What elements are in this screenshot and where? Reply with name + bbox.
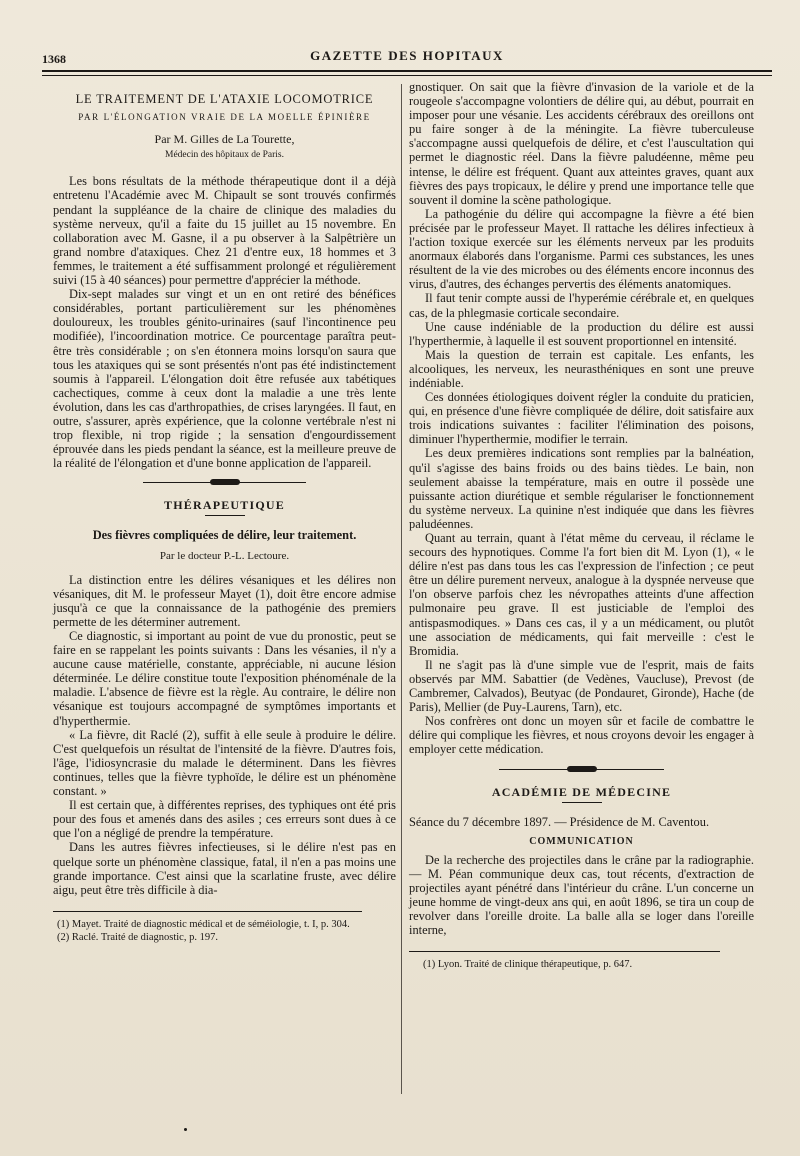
paragraph: Quant au terrain, quant à l'état même du cerveau, il réclame le secours des hypnotiques. Comme l'a fort bien dit M. Lyon (1), « le délire n'est pas dans tous les cas l'expression de l'infection ; ce peut être un délire purement nerveux, analogue à la dyspnée nerveuse que l'on observe parfois chez les névropathes atteints d'une affection pulmonaire peu grave. Il est justiciable de l'emploi des antispasmodiques. » Dans ces cas, il y a un médicament, ou plutôt une association de médicaments, qui fait merveille : c'est le Bromidia. <box>409 531 754 658</box>
section-ornament <box>53 478 396 488</box>
paragraph: Il faut tenir compte aussi de l'hyperémie cérébrale et, en quelques cas, de la phlegmasie corticale secondaire. <box>409 291 754 320</box>
right-column <box>409 80 754 972</box>
paragraph: Il ne s'agit pas là d'une simple vue de l'esprit, mais de faits observés par MM. Sabattier (de Vedènes, Vaucluse), Prevost (de Cambremer, Calvados), Beutyac (de Pondauret, Gironde), Hache (de Paris), Mellier (de Puy-Laurens, Tarn), etc. <box>409 657 754 715</box>
section-heading-therapeutique: THÉRAPEUTIQUE <box>164 498 285 513</box>
section-rule <box>562 802 602 803</box>
paragraph: Dans les autres fièvres infectieuses, si le délire n'est pas en quelque sorte un phénomène classique, fatal, il n'en a pas moins une grande importance. C'est ainsi que la scarlatine fruste, avec délire aigu, peut être très difficile à dia- <box>53 840 396 897</box>
paragraph: La pathogénie du délire qui accompagne la fièvre a été bien précisée par le professeur Mayet. Il rattache les délires infectieux à l'action toxique exercée sur les éléments nerveux par les produits anormaux élaborés dans l'organisme. Parmi ces substances, les unes résultent de la vie des microbes ou des éléments encore inconnus des virus, d'autres, des échanges pervertis des éléments anatomiques. <box>409 206 754 292</box>
footnote: (2) Raclé. Traité de diagnostic, p. 197. <box>57 931 218 943</box>
column-divider <box>401 84 402 1094</box>
paragraph: « La fièvre, dit Raclé (2), suffit à elle seule à produire le délire. C'est quelquefois un résultat de l'intensité de la fièvre. D'autres fois, l'âge, l'idiosyncrasie du malade le déterminent. Dans les fièvres continues, telles que la fièvre typhoïde, le délire est un phénomène constant. » <box>53 727 396 799</box>
paragraph: Ces données étiologiques doivent régler la conduite du praticien, qui, en présence d'une fièvre compliquée de délire, doit satisfaire aux trois indications suivantes : faciliter l'élimination des poisons, diminuer l'hyperthermie, modifier le terrain. <box>409 390 754 447</box>
page-number: 1368 <box>42 52 66 66</box>
paragraph: Ce diagnostic, si important au point de vue du pronostic, peut se faire en se rappelant les points suivants : Dans les vésanies, il n'y a aucune cause matérielle, constante, appréciable, ni aucune lésion déterminée. Le délire constitue toute l'exposition phénoménale de la maladie. L'absence de fièvre est la règle. Au contraire, le délire non vésanique est toujours accompagné de symptômes importants et d'hyperthermie. <box>53 629 396 728</box>
paragraph: De la recherche des projectiles dans le crâne par la radiographie. — M. Péan communique deux cas, tout récents, d'extraction de projectiles ayant pénétré dans l'intérieur du crâne. L'un concerne un jeune homme de vingt-deux ans qui, en août 1896, se tira un coup de revolver dans l'oreille droite. La balle alla se loger dans l'oreille interne, <box>409 852 754 938</box>
communication-heading: COMMUNICATION <box>529 835 634 847</box>
footnote: (1) Mayet. Traité de diagnostic médical et de séméiologie, t. I, p. 304. <box>57 918 350 930</box>
paragraph: La distinction entre les délires vésaniques et les délires non vésaniques, dit M. le professeur Mayet (1), doit être encore admise jusqu'à ce que la connaissance de la pathogénie des premiers permette de les déterminer autrement. <box>53 572 396 629</box>
article-byline: Par le docteur P.-L. Lectoure. <box>159 549 290 562</box>
paragraph: Il est certain que, à différentes reprises, des typhiques ont été pris pour des fous et amenés dans des asiles ; ces erreurs sont dues à ce que l'on a négligé de prendre la température. <box>53 798 396 841</box>
page-dot <box>184 1128 187 1131</box>
section-heading-academie: ACADÉMIE DE MÉDECINE <box>491 784 672 799</box>
paragraph: Nos confrères ont donc un moyen sûr et facile de combattre le délire qui complique les fièvres, et nous croyons devoir les engager à employer cette médication. <box>409 714 754 757</box>
footnote: (1) Lyon. Traité de clinique thérapeutique, p. 647. <box>423 959 633 971</box>
paragraph: Les bons résultats de la méthode thérapeutique dont il a déjà entretenu l'Académie avec M. Chipault se sont trouvés confirmés pendant la suppléance de la chaire de clinique des maladies du système nerveux, qu'il a faite du 15 juillet au 15 novembre. En collaboration avec M. Gasne, il a pu observer à la Salpêtrière un grand nombre d'ataxiques. Chez 21 d'entre eux, 18 hommes et 3 femmes, le traitement a été suffisamment prolongé et régulièrement suivi (15 à 40 séances) pour permettre d'apprécier la méthode. <box>53 174 396 288</box>
page-header <box>42 46 772 68</box>
paragraph: gnostiquer. On sait que la fièvre d'invasion de la variole et de la rougeole s'accompagne volontiers de délire qui, au début, pourrait en imposer pour une vésanie. Les accidents cérébraux des oreillons ont pu faire songer à de la méningite. La fièvre tuberculeuse s'accompagne aussi quelquefois de délire, et c'est l'auscultation qui permet le diagnostic réel. Dans la fièvre paludéenne, même peu intense, le délire est fréquent. Quant aux atteintes graves, quant aux fièvres des pays tropicaux, le délire y prend une importance telle que souvent il domine la scène pathologique. <box>409 80 754 207</box>
paragraph: Les deux premières indications sont remplies par la balnéation, qu'il s'agisse des bains froids ou des bains tièdes. Le bain, non seulement abaisse la température, mais en outre il possède une puissante action diurétique et semble régulariser le fonctionnement du système nerveux. La quinine n'est indiquée que dans les fièvres paludéennes. <box>409 446 754 531</box>
article-subtitle-ataxie: PAR L'ÉLONGATION VRAIE DE LA MOELLE ÉPINIÈRE <box>78 112 371 123</box>
article-author: Par M. Gilles de La Tourette, <box>154 132 295 147</box>
article-title-fievres: Des fièvres compliquées de délire, leur traitement. <box>92 528 357 543</box>
paragraph: Dix-sept malades sur vingt et un en ont retiré des bénéfices considérables, portant particulièrement sur les phénomènes douloureux, les troubles génito-urinaires (sauf l'incontinence peu modifiée), l'incoordination motrice. Ce pourcentage paraîtra peut-être très considérable ; on s'en étonnera moins lorsqu'on saura que tous les ataxiques qui se sont présentés n'ont pas été indistinctement soumis à l'appareil. L'élongation doit être refusée aux tabétiques cachectiques, comme à ceux dont la maladie a une très lente évolution, dans les cas d'arthropathies, de crises laryngées. Il faut, en outre, s'assurer, après expérience, que la colonne vertébrale n'est ni trop flexible, ni trop rigide ; la sensation d'engourdissement éprouvée dans les pieds pendant la séance, est la meilleure preuve de la réalité de l'élongation et d'une bonne application de l'appareil. <box>53 287 396 471</box>
section-rule <box>205 515 245 516</box>
footnote-rule <box>53 911 362 912</box>
paragraph: Une cause indéniable de la production du délire est aussi l'hyperthermie, à laquelle il est souvent proportionnel en intensité. <box>409 319 754 348</box>
footnote-rule <box>409 951 720 952</box>
article-title-ataxie: LE TRAITEMENT DE L'ATAXIE LOCOMOTRICE <box>75 92 374 106</box>
seance-line: Séance du 7 décembre 1897. — Présidence de M. Caventou. <box>409 814 710 829</box>
article-author-role: Médecin des hôpitaux de Paris. <box>165 150 284 161</box>
header-rule <box>42 70 772 72</box>
left-column <box>53 84 396 944</box>
header-rule-thin <box>42 75 772 76</box>
journal-title: GAZETTE DES HOPITAUX <box>310 48 504 63</box>
section-ornament <box>409 765 754 775</box>
paragraph: Mais la question de terrain est capitale. Les enfants, les alcooliques, les nerveux, les neurasthéniques en sont une preuve indéniable. <box>409 347 754 390</box>
